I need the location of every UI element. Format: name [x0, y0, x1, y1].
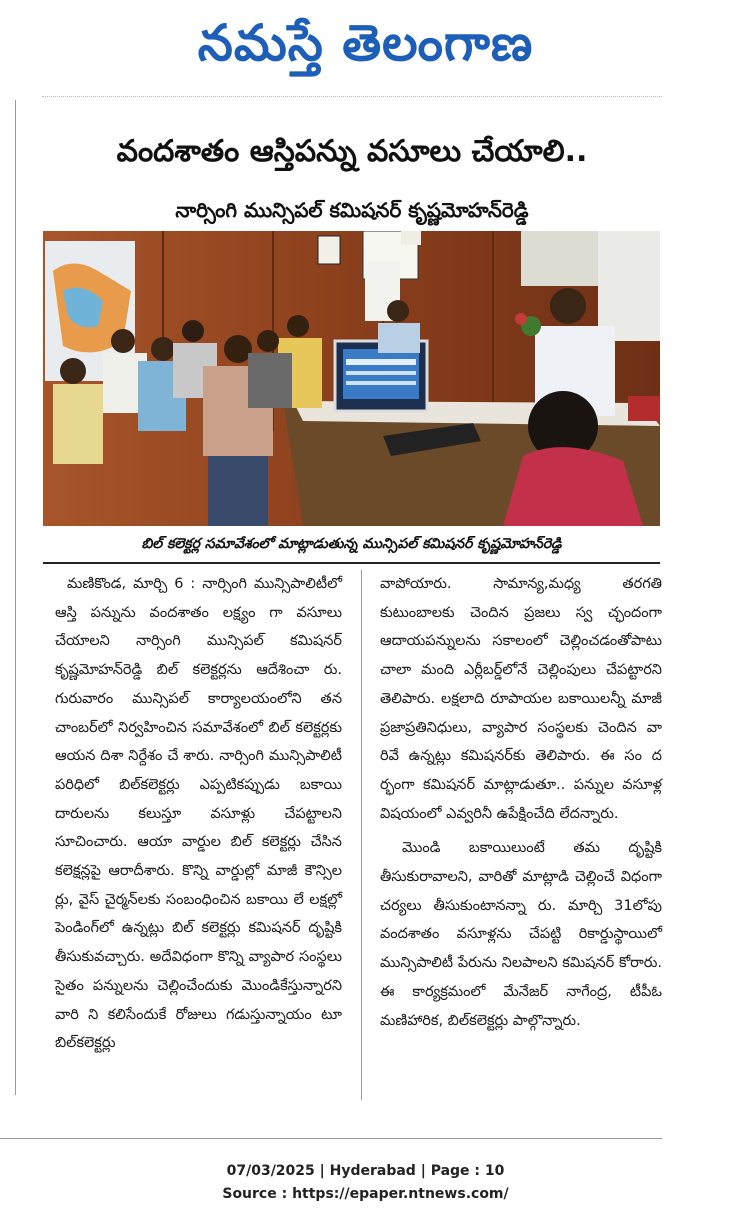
footer-source: Source : https://epaper.ntnews.com/	[222, 1186, 509, 1202]
masthead-title: నమస్తే తెలంగాణ	[197, 13, 534, 72]
masthead-divider	[42, 96, 662, 97]
article-paragraph: వాపోయారు. సామాన్య,మధ్య తరగతి కుటుంబాలకు చెందిన ప్రజలు స్వ చ్ఛందంగా ఆదాయపన్నులను సకాలంలో చెల్లించడంతోపాటు చాలా మంది ఎర్లీబర్డ్‌లోనే చెల్లింపులు చేపట్టారని తెలిపారు. లక్షలాది రూపాయల బకాయిలన్నీ మాజీ ప్రజాప్రతినిధులు, వ్యాపార సంస్థలకు చెందిన వా రివే ఉన్నట్లు కమిషనర్‌కు తెలిపారు. ఈ సం ద ర్భంగా కమిషనర్ మాట్లాడుతూ.. పన్నుల వసూళ్ల విషయంలో ఎవ్వరినీ ఉపేక్షించేది లేదన్నారు.	[380, 576, 662, 822]
article-column-right	[380, 570, 662, 1035]
caption-divider	[43, 562, 660, 564]
article-paragraph: మొండి బకాయిలుంటే తమ దృష్టికి తీసుకురావాలని, వారితో మాట్లాడి చెల్లించే విధంగా చర్యలు తీసుకుంటానన్నా రు. మార్చి 31లోపు వందశాతం వసూళ్లను చేపట్టి రికార్డుస్థాయిలో మున్సిపాలిటీ పేరును నిలపాలని కమిషనర్ కోరారు. ఈ కార్యక్రమంలో మేనేజర్ నాగేంద్ర, టీపీఓ మణిహారిక, బిల్‌కలెక్టర్లు పాల్గొన్నారు.	[380, 840, 662, 1029]
footer-date-page: 07/03/2025 | Hyderabad | Page : 10	[226, 1163, 505, 1179]
article-subheadline: నార్సింగి మున్సిపల్ కమిషనర్ కృష్ణమోహన్‌రెడ్డి	[175, 198, 529, 222]
page-margin-rule	[15, 100, 16, 1095]
photo-caption: బిల్ కలెక్టర్ల సమావేశంలో మాట్లాడుతున్న మున్సిపల్ కమిషనర్ కృష్ణమోహన్‌రెడ్డి	[141, 536, 562, 552]
column-divider	[361, 570, 362, 1100]
meeting-photo	[43, 231, 660, 526]
article-headline: వందశాతం ఆస్తిపన్ను వసూలు చేయాలి..	[116, 134, 588, 169]
article-column-left	[55, 570, 342, 1058]
footer-divider	[0, 1138, 662, 1139]
article-paragraph: మణికొండ, మార్చి 6 : నార్సింగి మున్సిపాలిటీలో ఆస్తి పన్నును వందశాతం లక్ష్యం గా వసూలు చేయాలని నార్సింగి మున్సిపల్ కమిషనర్ కృష్ణమోహన్‌రెడ్డి బిల్ కలెక్టర్లను ఆదేశించా రు. గురువారం మున్సిపల్ కార్యాలయంలోని తన చాంబర్‌లో నిర్వహించిన సమావేశంలో బిల్ కలెక్టర్లకు ఆయన దిశా నిర్దేశం చే శారు. నార్సింగి మున్సిపాలిటీ పరిధిలో బిల్‌కలెక్టర్లు ఎప్పటికప్పుడు బకాయి దారులను కలుస్తూ వసూళ్లు చేపట్టాలని సూచించారు. ఆయా వార్డుల బిల్ కలెక్టర్లు చేసిన కలెక్షన్లపై ఆరాదీశారు. కొన్ని వార్డుల్లో మాజీ కౌన్సిల ర్లు, వైస్ చైర్మన్‌లకు సంబంధించిన బకాయి లే లక్షల్లో పెండింగ్‌లో ఉన్నట్లు బిల్ కలెక్టర్లు కమిషనర్ దృష్టికి తీసుకువచ్చారు. అదేవిధంగా కొన్ని వ్యాపార సంస్థలు సైతం పన్నులను చెల్లించేందుకు మొండికేస్తున్నారని వారి ని కలిసేందుకే రోజులు గడుస్తున్నాయం టూ బిల్‌కలెక్టర్లు	[55, 576, 342, 1052]
